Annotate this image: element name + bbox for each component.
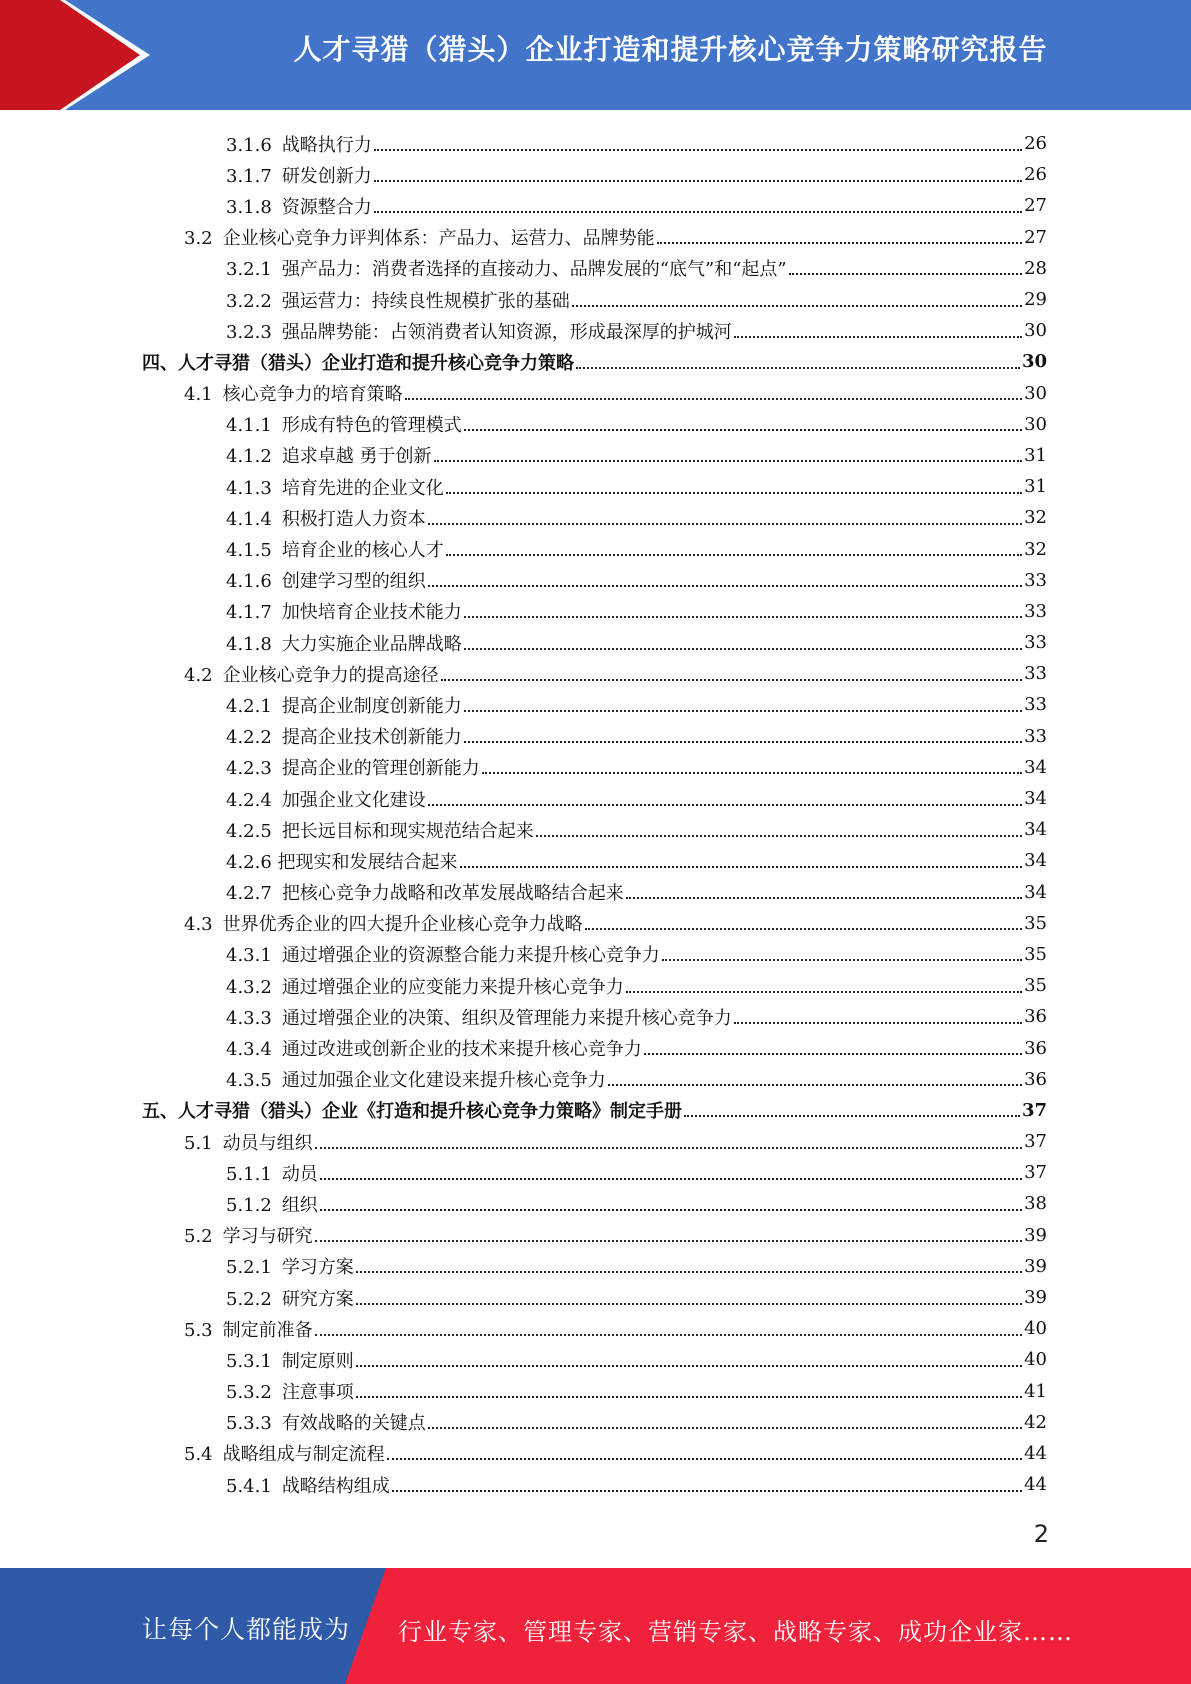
toc-entry[interactable] [0, 346, 1191, 377]
toc-entry-page: 34 [1024, 850, 1047, 872]
toc-dot-leader [684, 1115, 1020, 1117]
toc-entry-number: 5.3.1 [226, 1350, 272, 1372]
toc-entry-title: 强产品力：消费者选择的直接动力、品牌发展的“底气”和“起点” [281, 259, 787, 281]
toc-entry-title: 企业核心竞争力的提高途径 [222, 664, 439, 686]
toc-dot-leader [428, 804, 1022, 806]
toc-entry-number: 4.3.2 [226, 976, 272, 998]
toc-dot-leader [387, 1458, 1022, 1460]
toc-entry-title: 加快培育企业技术能力 [281, 602, 462, 624]
toc-entry-label [226, 505, 426, 531]
toc-entry-page: 44 [1024, 1474, 1047, 1496]
toc-entry-title: 企业核心竞争力评判体系：产品力、运营力、品牌势能 [222, 228, 655, 250]
toc-entry-label [184, 910, 583, 936]
toc-entry[interactable] [0, 1251, 1191, 1282]
toc-entry-label [184, 1129, 313, 1155]
toc-entry-number: 4.1.5 [226, 540, 272, 562]
toc-entry-page: 39 [1024, 1255, 1047, 1277]
toc-dot-leader [460, 866, 1023, 868]
toc-entry-label [184, 1222, 313, 1248]
toc-entry[interactable] [0, 1126, 1191, 1157]
toc-entry-label [226, 287, 570, 313]
toc-dot-leader [657, 242, 1022, 244]
toc-entry-title: 组织 [281, 1194, 318, 1216]
toc-entry-number: 5.3.2 [226, 1382, 272, 1404]
toc-entry-number: 4.1.1 [226, 415, 272, 437]
toc-entry-title: 把核心竞争力战略和改革发展战略结合起来 [281, 883, 624, 905]
toc-entry-title: 研究方案 [281, 1288, 354, 1310]
toc-entry-page: 34 [1024, 819, 1047, 841]
toc-entry-label [142, 1097, 682, 1123]
page-number: 2 [1033, 1520, 1049, 1548]
toc-entry-label [226, 1191, 318, 1217]
toc-entry-title: 通过加强企业文化建设来提升核心竞争力 [281, 1070, 606, 1092]
toc-entry-page: 27 [1024, 195, 1047, 217]
toc-entry-title: 战略组成与制定流程 [222, 1444, 385, 1466]
toc-entry-number: 4.2.2 [226, 727, 272, 749]
toc-entry[interactable] [0, 783, 1191, 814]
toc-entry-number: 3.2.2 [226, 290, 272, 312]
toc-entry-number: 5.4.1 [226, 1475, 272, 1497]
toc-dot-leader [446, 554, 1022, 556]
toc-entry-number: 3.1.8 [226, 196, 272, 218]
toc-entry-label [226, 941, 660, 967]
toc-entry-number: 5.1.2 [226, 1194, 272, 1216]
toc-dot-leader [428, 1427, 1022, 1429]
toc-entry-page: 37 [1024, 1131, 1047, 1153]
toc-dot-leader [315, 1334, 1022, 1336]
toc-entry-page: 33 [1024, 694, 1047, 716]
toc-entry-page: 33 [1024, 600, 1047, 622]
toc-dot-leader [392, 1490, 1022, 1492]
toc-dot-leader [374, 149, 1022, 151]
toc-entry-number: 4.3.1 [226, 945, 272, 967]
toc-entry-number: 5.2 [184, 1226, 213, 1248]
toc-entry-page: 34 [1024, 756, 1047, 778]
toc-entry-number: 4.3.5 [226, 1070, 272, 1092]
toc-dot-leader [464, 429, 1022, 431]
toc-entry-page: 40 [1024, 1349, 1047, 1371]
toc-dot-leader [446, 492, 1022, 494]
toc-entry[interactable] [0, 1157, 1191, 1188]
toc-entry[interactable] [0, 1064, 1191, 1095]
toc-entry-title: 提高企业制度创新能力 [281, 695, 462, 717]
toc-entry-number: 4.2 [184, 664, 213, 686]
toc-entry[interactable] [0, 1032, 1191, 1063]
toc-entry-title: 制定原则 [281, 1350, 354, 1372]
toc-entry[interactable] [0, 1344, 1191, 1375]
toc-entry-number: 4.1.7 [226, 602, 272, 624]
toc-entry[interactable] [0, 222, 1191, 253]
table-of-contents [0, 128, 1191, 1500]
toc-entry[interactable] [0, 378, 1191, 409]
toc-entry-title: 通过增强企业的决策、组织及管理能力来提升核心竞争力 [281, 1007, 732, 1029]
toc-entry-page: 30 [1024, 413, 1047, 435]
toc-entry-title: 资源整合力 [281, 196, 372, 218]
toc-entry-page: 36 [1024, 1006, 1047, 1028]
toc-entry-label [226, 131, 372, 157]
toc-entry-title: 提高企业的管理创新能力 [281, 758, 480, 780]
toc-entry-page: 35 [1024, 912, 1047, 934]
toc-entry-title: 4.2.6 把现实和发展结合起来 [226, 851, 458, 873]
toc-entry[interactable] [0, 908, 1191, 939]
toc-entry-label [226, 567, 426, 593]
toc-dot-leader [356, 1396, 1022, 1398]
toc-entry-title: 培育先进的企业文化 [281, 477, 444, 499]
toc-entry-number: 5.1 [184, 1132, 213, 1154]
toc-entry-title: 大力实施企业品牌战略 [281, 633, 462, 655]
toc-entry-label [226, 255, 787, 281]
toc-entry-title: 把长远目标和现实规范结合起来 [281, 820, 534, 842]
toc-entry-number: 3.1.7 [226, 165, 272, 187]
toc-dot-leader [608, 1084, 1022, 1086]
toc-entry-label [226, 1253, 354, 1279]
toc-entry-number: 4.2.4 [226, 789, 272, 811]
toc-entry-page: 26 [1024, 133, 1047, 155]
toc-dot-leader [585, 928, 1022, 930]
toc-entry-page: 31 [1024, 476, 1047, 498]
toc-entry-label [184, 1316, 313, 1342]
toc-entry-number: 4.2.7 [226, 883, 272, 905]
toc-dot-leader [536, 835, 1022, 837]
toc-entry-label [226, 1409, 426, 1435]
toc-entry-label [226, 1472, 390, 1498]
toc-entry-label [226, 973, 624, 999]
toc-entry-title: 提高企业技术创新能力 [281, 727, 462, 749]
toc-entry-page: 37 [1021, 1099, 1047, 1121]
toc-entry-page: 29 [1024, 289, 1047, 311]
toc-entry-title: 五、人才寻猎（猎头）企业《打造和提升核心竞争力策略》制定手册 [142, 1101, 682, 1123]
toc-entry-title: 研发创新力 [281, 165, 372, 187]
toc-entry-label [226, 1004, 732, 1030]
toc-entry-title: 形成有特色的管理模式 [281, 415, 462, 437]
toc-entry-number: 4.3 [184, 914, 213, 936]
toc-entry[interactable] [0, 471, 1191, 502]
toc-entry-page: 35 [1024, 975, 1047, 997]
toc-dot-leader [320, 1178, 1022, 1180]
toc-entry[interactable] [0, 315, 1191, 346]
toc-entry-page: 30 [1021, 351, 1047, 373]
toc-dot-leader [626, 897, 1022, 899]
toc-entry-title: 战略执行力 [281, 134, 372, 156]
toc-entry-number: 5.3.3 [226, 1413, 272, 1435]
toc-entry-page: 39 [1024, 1287, 1047, 1309]
toc-entry-label [184, 224, 655, 250]
toc-entry-number: 4.1.6 [226, 571, 272, 593]
toc-dot-leader [428, 523, 1022, 525]
toc-entry-label [226, 1160, 318, 1186]
toc-entry[interactable] [0, 689, 1191, 720]
toc-entry-page: 32 [1024, 538, 1047, 560]
toc-entry-label [184, 1440, 385, 1466]
toc-dot-leader [464, 616, 1022, 618]
toc-entry-number: 4.2.5 [226, 820, 272, 842]
toc-entry[interactable] [0, 253, 1191, 284]
toc-entry-title: 通过改进或创新企业的技术来提升核心竞争力 [281, 1039, 642, 1061]
toc-entry[interactable] [0, 939, 1191, 970]
toc-dot-leader [662, 959, 1022, 961]
toc-entry-number: 5.1.1 [226, 1163, 272, 1185]
toc-entry-label [226, 817, 534, 843]
toc-entry[interactable] [0, 627, 1191, 658]
toc-entry-page: 27 [1024, 226, 1047, 248]
toc-entry[interactable] [0, 565, 1191, 596]
toc-entry-label [226, 1378, 354, 1404]
toc-entry-label [226, 754, 480, 780]
toc-entry-page: 39 [1024, 1224, 1047, 1246]
toc-entry-number: 3.2 [184, 228, 213, 250]
toc-entry-title: 加强企业文化建设 [281, 789, 426, 811]
toc-dot-leader [374, 180, 1022, 182]
toc-entry[interactable] [0, 1001, 1191, 1032]
toc-entry[interactable] [0, 1282, 1191, 1313]
toc-entry[interactable] [0, 1095, 1191, 1126]
toc-entry-title: 四、人才寻猎（猎头）企业打造和提升核心竞争力策略 [142, 352, 574, 374]
toc-entry[interactable] [0, 190, 1191, 221]
toc-entry-page: 37 [1024, 1162, 1047, 1184]
header-chevron-red [0, 0, 140, 110]
toc-entry-number: 4.3.4 [226, 1039, 272, 1061]
toc-entry-label [184, 661, 439, 687]
toc-dot-leader [464, 741, 1022, 743]
toc-entry-label [226, 536, 444, 562]
toc-dot-leader [644, 1053, 1022, 1055]
report-title: 人才寻猎（猎头）企业打造和提升核心竞争力策略研究报告 [293, 33, 1048, 66]
toc-entry-label [226, 1347, 354, 1373]
toc-entry[interactable] [0, 128, 1191, 159]
toc-entry-label [226, 879, 624, 905]
toc-entry-title: 培育企业的核心人才 [281, 540, 444, 562]
toc-entry-number: 5.4 [184, 1444, 213, 1466]
toc-entry[interactable] [0, 284, 1191, 315]
toc-dot-leader [315, 1240, 1022, 1242]
toc-entry-title: 学习方案 [281, 1257, 354, 1279]
toc-entry[interactable] [0, 877, 1191, 908]
toc-entry-title: 有效战略的关键点 [281, 1413, 426, 1435]
toc-entry-title: 创建学习型的组织 [281, 571, 426, 593]
toc-entry-page: 33 [1024, 663, 1047, 685]
toc-dot-leader [464, 710, 1022, 712]
toc-dot-leader [464, 648, 1022, 650]
toc-entry[interactable] [0, 1469, 1191, 1500]
toc-entry-number: 3.1.6 [226, 134, 272, 156]
toc-dot-leader [734, 1022, 1022, 1024]
toc-entry[interactable] [0, 970, 1191, 1001]
toc-entry-title: 动员与组织 [222, 1132, 313, 1154]
toc-entry-label [226, 723, 462, 749]
toc-entry-number: 3.2.1 [226, 259, 272, 281]
toc-entry[interactable] [0, 596, 1191, 627]
toc-entry-page: 33 [1024, 725, 1047, 747]
toc-entry-title: 动员 [281, 1163, 318, 1185]
toc-dot-leader [576, 367, 1020, 369]
toc-entry-number: 5.2.1 [226, 1257, 272, 1279]
footer-slogan-right: 行业专家、管理专家、营销专家、战略专家、成功企业家…… [398, 1618, 1073, 1646]
toc-entry-label [226, 1066, 606, 1092]
toc-entry-page: 36 [1024, 1068, 1047, 1090]
toc-dot-leader [356, 1271, 1022, 1273]
toc-entry-number: 4.1.3 [226, 477, 272, 499]
toc-dot-leader [356, 1365, 1022, 1367]
toc-entry-page: 30 [1024, 320, 1047, 342]
toc-entry-page: 40 [1024, 1318, 1047, 1340]
toc-entry[interactable] [0, 440, 1191, 471]
toc-entry-label [226, 598, 462, 624]
toc-entry-page: 33 [1024, 632, 1047, 654]
toc-entry-page: 42 [1024, 1411, 1047, 1433]
toc-entry[interactable] [0, 1220, 1191, 1251]
toc-entry[interactable] [0, 502, 1191, 533]
toc-entry[interactable] [0, 721, 1191, 752]
toc-entry-label [226, 411, 462, 437]
toc-dot-leader [441, 679, 1022, 681]
toc-entry-number: 5.2.2 [226, 1288, 272, 1310]
toc-entry[interactable] [0, 814, 1191, 845]
toc-dot-leader [734, 336, 1022, 338]
toc-entry[interactable] [0, 533, 1191, 564]
toc-entry-title: 通过增强企业的资源整合能力来提升核心竞争力 [281, 945, 660, 967]
toc-entry-title: 学习与研究 [222, 1226, 313, 1248]
toc-entry-page: 30 [1024, 382, 1047, 404]
toc-entry-number: 4.1.4 [226, 508, 272, 530]
toc-entry-page: 41 [1024, 1380, 1047, 1402]
toc-entry-label [226, 442, 432, 468]
toc-entry[interactable] [0, 658, 1191, 689]
toc-entry-title: 制定前准备 [222, 1319, 313, 1341]
toc-entry-label [142, 349, 574, 375]
toc-entry-title: 战略结构组成 [281, 1475, 390, 1497]
toc-dot-leader [405, 398, 1022, 400]
toc-entry[interactable] [0, 1407, 1191, 1438]
toc-entry-number: 4.2.3 [226, 758, 272, 780]
page-header [0, 0, 1191, 110]
toc-entry-title: 积极打造人力资本 [281, 508, 426, 530]
toc-entry-page: 28 [1024, 257, 1047, 279]
toc-entry-title: 注意事项 [281, 1382, 354, 1404]
toc-entry-number: 4.1 [184, 384, 213, 406]
toc-entry-label [226, 1035, 642, 1061]
toc-entry[interactable] [0, 409, 1191, 440]
footer-slogan-left: 让每个人都能成为 [142, 1615, 351, 1644]
toc-entry-page: 34 [1024, 881, 1047, 903]
toc-dot-leader [626, 991, 1022, 993]
toc-entry-title: 通过增强企业的应变能力来提升核心竞争力 [281, 976, 624, 998]
toc-entry[interactable] [0, 845, 1191, 876]
toc-entry[interactable] [0, 1188, 1191, 1219]
toc-entry-title: 强品牌势能：占领消费者认知资源，形成最深厚的护城河 [281, 321, 732, 343]
toc-entry[interactable] [0, 1313, 1191, 1344]
page-footer [0, 1568, 1191, 1684]
toc-entry-number: 4.1.2 [226, 446, 272, 468]
toc-entry-page: 31 [1024, 444, 1047, 466]
toc-dot-leader [789, 273, 1022, 275]
toc-entry-page: 44 [1024, 1442, 1047, 1464]
toc-entry-title: 强运营力：持续良性规模扩张的基础 [281, 290, 570, 312]
toc-dot-leader [434, 460, 1023, 462]
toc-entry-label [226, 318, 732, 344]
toc-entry-page: 34 [1024, 788, 1047, 810]
toc-dot-leader [572, 305, 1022, 307]
toc-entry-title: 世界优秀企业的四大提升企业核心竞争力战略 [222, 914, 583, 936]
toc-entry-page: 33 [1024, 569, 1047, 591]
toc-entry-label [226, 162, 372, 188]
toc-dot-leader [315, 1147, 1022, 1149]
toc-entry-label [226, 630, 462, 656]
toc-entry-page: 38 [1024, 1193, 1047, 1215]
toc-entry-number: 4.1.8 [226, 633, 272, 655]
toc-entry-number: 4.2.1 [226, 695, 272, 717]
toc-entry-label [226, 786, 426, 812]
toc-entry-page: 26 [1024, 164, 1047, 186]
toc-entry-page: 35 [1024, 943, 1047, 965]
toc-dot-leader [482, 772, 1022, 774]
toc-entry-label [226, 474, 444, 500]
toc-entry-number: 5.3 [184, 1319, 213, 1341]
toc-entry-number: 3.2.3 [226, 321, 272, 343]
toc-dot-leader [320, 1209, 1022, 1211]
toc-entry-label [226, 193, 372, 219]
toc-entry[interactable] [0, 159, 1191, 190]
toc-entry-page: 32 [1024, 507, 1047, 529]
toc-entry-label [226, 848, 458, 874]
toc-entry-page: 36 [1024, 1037, 1047, 1059]
toc-dot-leader [374, 211, 1022, 213]
toc-dot-leader [356, 1303, 1022, 1305]
toc-entry[interactable] [0, 752, 1191, 783]
toc-entry[interactable] [0, 1376, 1191, 1407]
toc-entry-label [226, 692, 462, 718]
toc-entry-number: 4.3.3 [226, 1007, 272, 1029]
toc-entry-title: 追求卓越 勇于创新 [281, 446, 432, 468]
toc-dot-leader [428, 585, 1022, 587]
toc-entry-label [184, 380, 403, 406]
toc-entry-label [226, 1285, 354, 1311]
toc-entry-title: 核心竞争力的培育策略 [222, 384, 403, 406]
toc-entry[interactable] [0, 1438, 1191, 1469]
